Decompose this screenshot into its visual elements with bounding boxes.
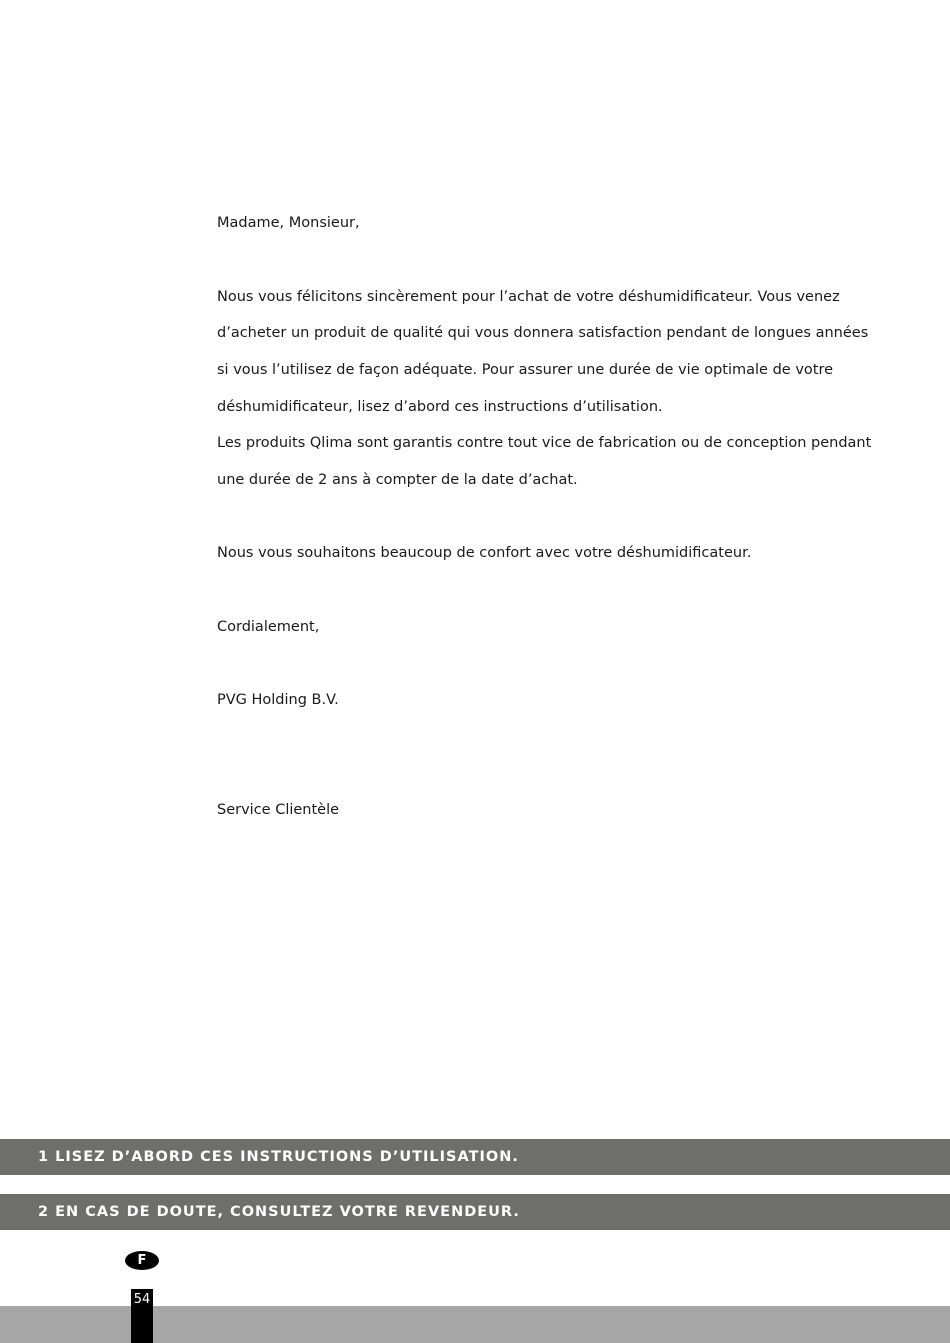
company-name: PVG Holding B.V. [217, 692, 339, 708]
salutation: Madame, Monsieur, [217, 215, 360, 231]
department-name: Service Clientèle [217, 802, 340, 818]
paragraph-line: déshumidificateur, lisez d’abord ces instructions d’utilisation. [217, 399, 663, 415]
instruction-bar-1: 1 LISEZ D’ABORD CES INSTRUCTIONS D’UTILISATION. [0, 1139, 950, 1175]
instruction-bar-2: 2 EN CAS DE DOUTE, CONSULTEZ VOTRE REVENDEUR. [0, 1194, 950, 1230]
closing: Cordialement, [217, 619, 320, 635]
paragraph-line: Les produits Qlima sont garantis contre tout vice de fabrication ou de conception pendant [217, 435, 872, 451]
paragraph-line: une durée de 2 ans à compter de la date d’achat. [217, 472, 578, 488]
page-number: 54 [133, 1292, 151, 1307]
paragraph-line: d’acheter un produit de qualité qui vous donnera satisfaction pendant de longues années [217, 325, 869, 341]
wishes-paragraph: Nous vous souhaitons beaucoup de confort avec votre déshumidificateur. [217, 545, 752, 561]
paragraph-line: Nous vous félicitons sincèrement pour l’achat de votre déshumidificateur. Vous venez [217, 289, 840, 305]
paragraph-line: si vous l’utilisez de façon adéquate. Pour assurer une durée de vie optimale de votre [217, 362, 834, 378]
language-badge: F [125, 1251, 159, 1270]
